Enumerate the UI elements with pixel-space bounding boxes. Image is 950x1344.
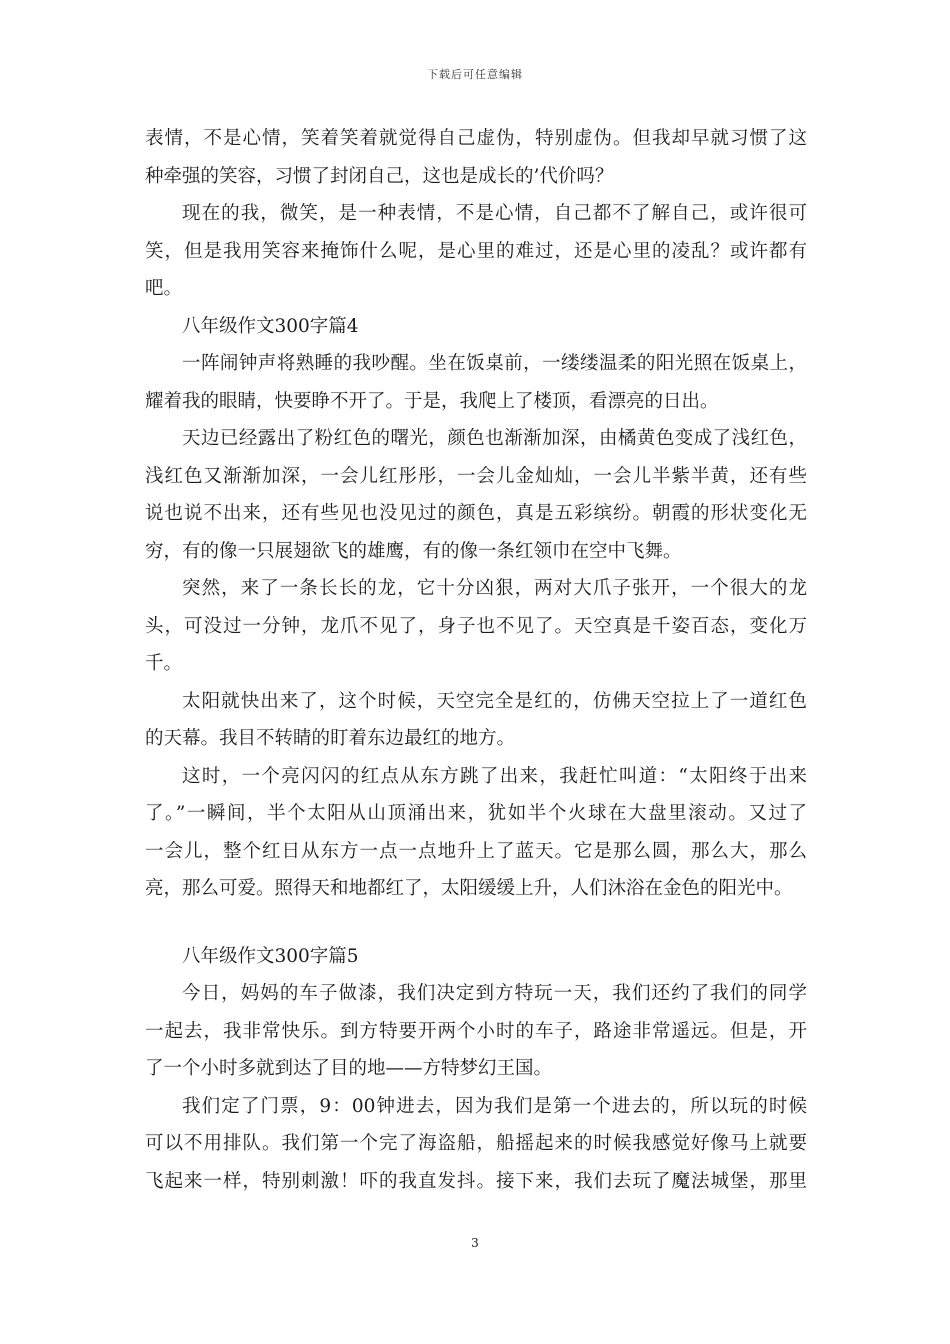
paragraph-line: 笑，但是我用笑容来掩饰什么呢，是心里的难过，还是心里的凌乱？或许都有 <box>145 240 807 262</box>
document-body <box>145 120 807 1200</box>
paragraph-line: 说也说不出来，还有些见也没见过的颜色，真是五彩缤纷。朝霞的形状变化无 <box>145 503 807 524</box>
paragraph-line: 天边已经露出了粉红色的曙光，颜色也渐渐加深，由橘黄色变成了浅红色， <box>182 428 807 449</box>
section-title: 八年级作文300字篇5 <box>182 945 359 967</box>
paragraph-line: 可以不用排队。我们第一个完了海盗船，船摇起来的时候我感觉好像马上就要 <box>145 1133 807 1154</box>
paragraph-line: 这时，一个亮闪闪的红点从东方跳了出来，我赶忙叫道：“太阳终于出来 <box>182 765 807 787</box>
paragraph-line: 突然，来了一条长长的龙，它十分凶狠，两对大爪子张开，一个很大的龙 <box>182 578 807 599</box>
paragraph-line: 一起去，我非常快乐。到方特要开两个小时的车子，路途非常遥远。但是，开 <box>145 1020 807 1042</box>
section-spacer <box>145 908 807 938</box>
paragraph-line: 千。 <box>145 653 183 674</box>
paragraph-line: 亮，那么可爱。照得天和地都红了，太阳缓缓上升，人们沐浴在金色的阳光中。 <box>145 878 793 899</box>
page-header: 下载后可任意编辑 <box>427 68 523 81</box>
section-title: 八年级作文300字篇4 <box>182 315 359 337</box>
paragraph-line: 头，可没过一分钟，龙爪不见了，身子也不见了。天空真是千姿百态，变化万 <box>145 615 807 637</box>
paragraph-line: 表情，不是心情，笑着笑着就觉得自己虚伪，特别虚伪。但我却早就习惯了这 <box>145 128 807 149</box>
paragraph-line: 了一个小时多就到达了目的地——方特梦幻王国。 <box>145 1058 553 1079</box>
paragraph-line: 吧。 <box>145 278 183 299</box>
paragraph-line: 一会儿，整个红日从东方一点一点地升上了蓝天。它是那么圆，那么大，那么 <box>145 840 807 862</box>
paragraph-line: 现在的我，微笑，是一种表情，不是心情，自己都不了解自己，或许很可 <box>182 203 807 224</box>
paragraph-line: 种牵强的笑容，习惯了封闭自己，这也是成长的’代价吗？ <box>145 165 614 187</box>
paragraph-line: 今日，妈妈的车子做漆，我们决定到方特玩一天，我们还约了我们的同学 <box>182 983 807 1004</box>
paragraph-line: 我们定了门票，9：00钟进去，因为我们是第一个进去的，所以玩的时候 <box>182 1095 807 1117</box>
paragraph-line: 浅红色又渐渐加深，一会儿红彤彤，一会儿金灿灿，一会儿半紫半黄，还有些 <box>145 465 807 487</box>
paragraph-line: 的天幕。我目不转睛的盯着东边最红的地方。 <box>145 728 516 749</box>
paragraph-line: 穷，有的像一只展翅欲飞的雄鹰，有的像一条红领巾在空中飞舞。 <box>145 540 682 562</box>
paragraph-line: 飞起来一样，特别刺激！吓的我直发抖。接下来，我们去玩了魔法城堡，那里 <box>145 1170 807 1192</box>
paragraph-line: 了。”一瞬间，半个太阳从山顶涌出来，犹如半个火球在大盘里滚动。又过了 <box>145 803 807 824</box>
paragraph-line: 一阵闹钟声将熟睡的我吵醒。坐在饭桌前，一缕缕温柔的阳光照在饭桌上， <box>182 353 807 374</box>
page-number: 3 <box>471 1236 479 1250</box>
paragraph-line: 太阳就快出来了，这个时候，天空完全是红的，仿佛天空拉上了一道红色 <box>182 690 807 712</box>
paragraph-line: 耀着我的眼睛，快要睁不开了。于是，我爬上了楼顶，看漂亮的日出。 <box>145 390 719 412</box>
